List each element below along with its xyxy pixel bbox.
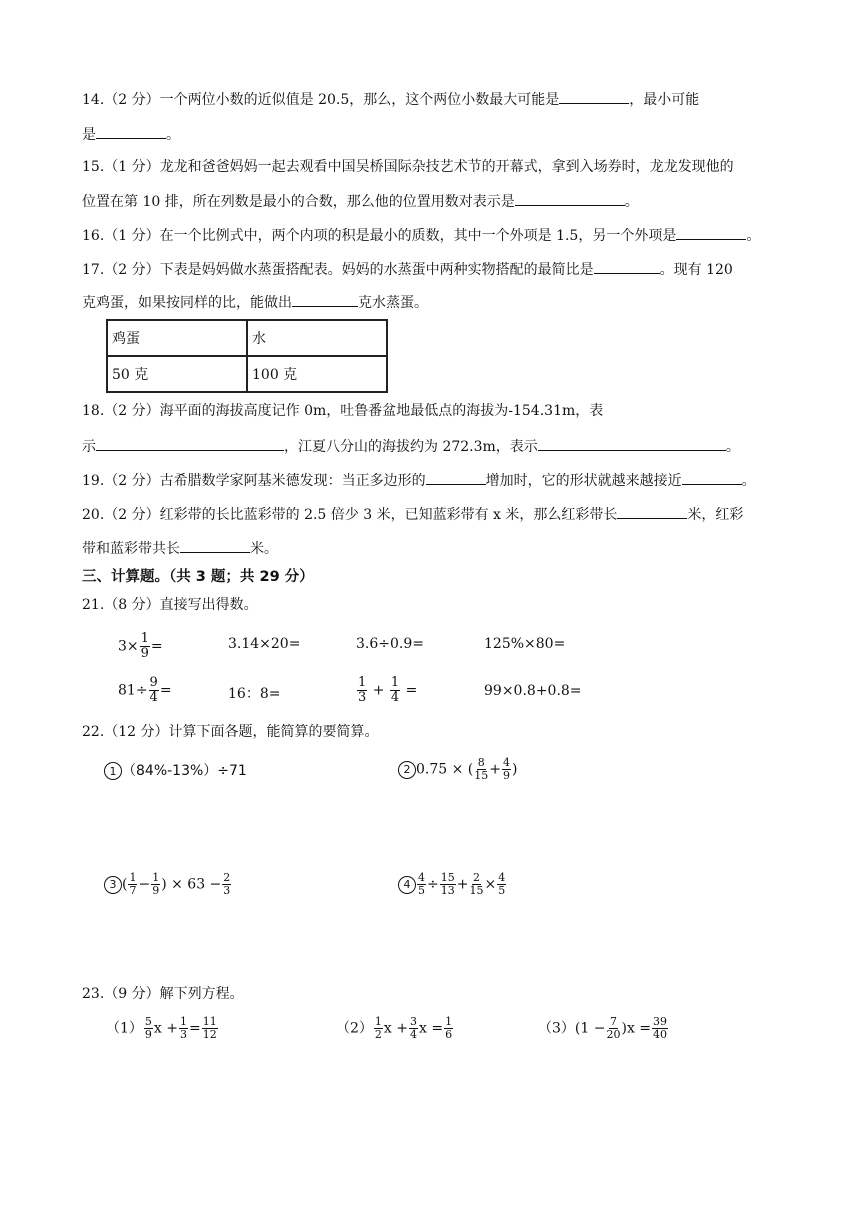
- calc-item: $\frac{1}{3}$ + $\frac{1}{4}$ =: [358, 675, 418, 705]
- question-16: 16.（1 分）在一个比例式中，两个内项的积是最小的质数，其中一个外项是 1.5，另一个外项是 。: [82, 225, 760, 246]
- circled-number: 2: [398, 761, 416, 779]
- equation-1: （1） $\frac{5}{9}$ x + $\frac{1}{3}$ = $\frac{11}{12}$: [106, 1015, 217, 1041]
- circled-number: 4: [398, 876, 416, 894]
- calc-item: 125%×80=: [484, 636, 566, 652]
- answer-blank[interactable]: [292, 292, 358, 307]
- question-14: 14.（2 分）一个两位小数的近似值是 20.5，那么，这个两位小数最大可能是 ，最小可能: [82, 89, 699, 110]
- table-cell-water: 100 克: [247, 356, 387, 392]
- table-cell-egg: 50 克: [107, 356, 247, 392]
- calc-item: 3.6÷0.9=: [356, 636, 424, 652]
- ingredient-table: [106, 319, 388, 393]
- question-20-cont: 带和蓝彩带共长 米。: [82, 538, 278, 559]
- question-20: 20.（2 分）红彩带的长比蓝彩带的 2.5 倍少 3 米，已知蓝彩带有 x 米，那么红彩带长 米，红彩: [82, 504, 743, 525]
- question-22: 22.（12 分）计算下面各题，能简算的要简算。: [82, 724, 379, 740]
- circled-number: 3: [104, 876, 122, 894]
- calc-item: 16：8=: [228, 686, 281, 702]
- answer-blank[interactable]: [594, 259, 660, 274]
- problem-2: 2 0.75 × ( $\frac{8}{15}$ + $\frac{4}{9}$ ): [398, 757, 517, 782]
- table-header-egg: 鸡蛋: [107, 320, 247, 356]
- question-15-cont: 位置在第 10 排，所在列数是最小的合数，那么他的位置用数对表示是 。: [82, 191, 639, 212]
- section-heading: 三、计算题。（共 3 题；共 29 分）: [82, 569, 314, 585]
- answer-blank[interactable]: [96, 124, 166, 139]
- answer-blank[interactable]: [426, 470, 486, 485]
- answer-blank[interactable]: [617, 504, 687, 519]
- question-17: 17.（2 分）下表是妈妈做水蒸蛋搭配表。妈妈的水蒸蛋中两种实物搭配的最简比是 。现有 120: [82, 259, 733, 280]
- question-21: 21.（8 分）直接写出得数。: [82, 597, 258, 613]
- answer-blank[interactable]: [538, 436, 726, 451]
- answer-blank[interactable]: [676, 225, 746, 240]
- question-18: 18.（2 分）海平面的海拔高度记作 0m，吐鲁番盆地最低点的海拔为-154.31m，表: [82, 403, 604, 419]
- problem-4: 4 $\frac{4}{5}$ ÷ $\frac{15}{13}$ + $\frac{2}{15}$ × $\frac{4}{5}$: [398, 872, 507, 897]
- calc-item: 81÷ $\frac{9}{4}$ =: [118, 675, 172, 705]
- calc-item: 99×0.8+0.8=: [484, 683, 582, 699]
- answer-blank[interactable]: [96, 436, 284, 451]
- answer-blank[interactable]: [559, 89, 629, 104]
- problem-3: 3 ( $\frac{1}{7}$ − $\frac{1}{9}$ ) × 63 − $\frac{2}{3}$: [104, 872, 232, 897]
- question-15: 15.（1 分）龙龙和爸爸妈妈一起去观看中国吴桥国际杂技艺术节的开幕式，拿到入场券时，龙龙发现他的: [82, 159, 734, 175]
- answer-blank[interactable]: [515, 191, 625, 206]
- answer-blank[interactable]: [180, 538, 250, 553]
- table-header-water: 水: [247, 320, 387, 356]
- question-14-cont: 是 。: [82, 124, 180, 145]
- problem-1: 1 （84%-13%）÷71: [104, 760, 247, 780]
- question-17-cont: 克鸡蛋，如果按同样的比，能做出 克水蒸蛋。: [82, 292, 428, 313]
- question-19: 19.（2 分）古希腊数学家阿基米德发现：当正多边形的 增加时，它的形状就越来越接近 。: [82, 470, 756, 491]
- answer-blank[interactable]: [682, 470, 742, 485]
- circled-number: 1: [104, 762, 122, 780]
- equation-3: （3）(1 − $\frac{7}{20}$ )x = $\frac{39}{40}$: [538, 1015, 668, 1041]
- question-18-cont: 示 ，江夏八分山的海拔约为 272.3m，表示 。: [82, 436, 740, 457]
- question-23: 23.（9 分）解下列方程。: [82, 986, 244, 1002]
- calc-item: 3.14×20=: [228, 636, 301, 652]
- calc-item: 3× $\frac{1}{9}$ =: [118, 631, 163, 661]
- equation-2: （2） $\frac{1}{2}$ x + $\frac{3}{4}$ x = $\frac{1}{6}$: [336, 1015, 453, 1041]
